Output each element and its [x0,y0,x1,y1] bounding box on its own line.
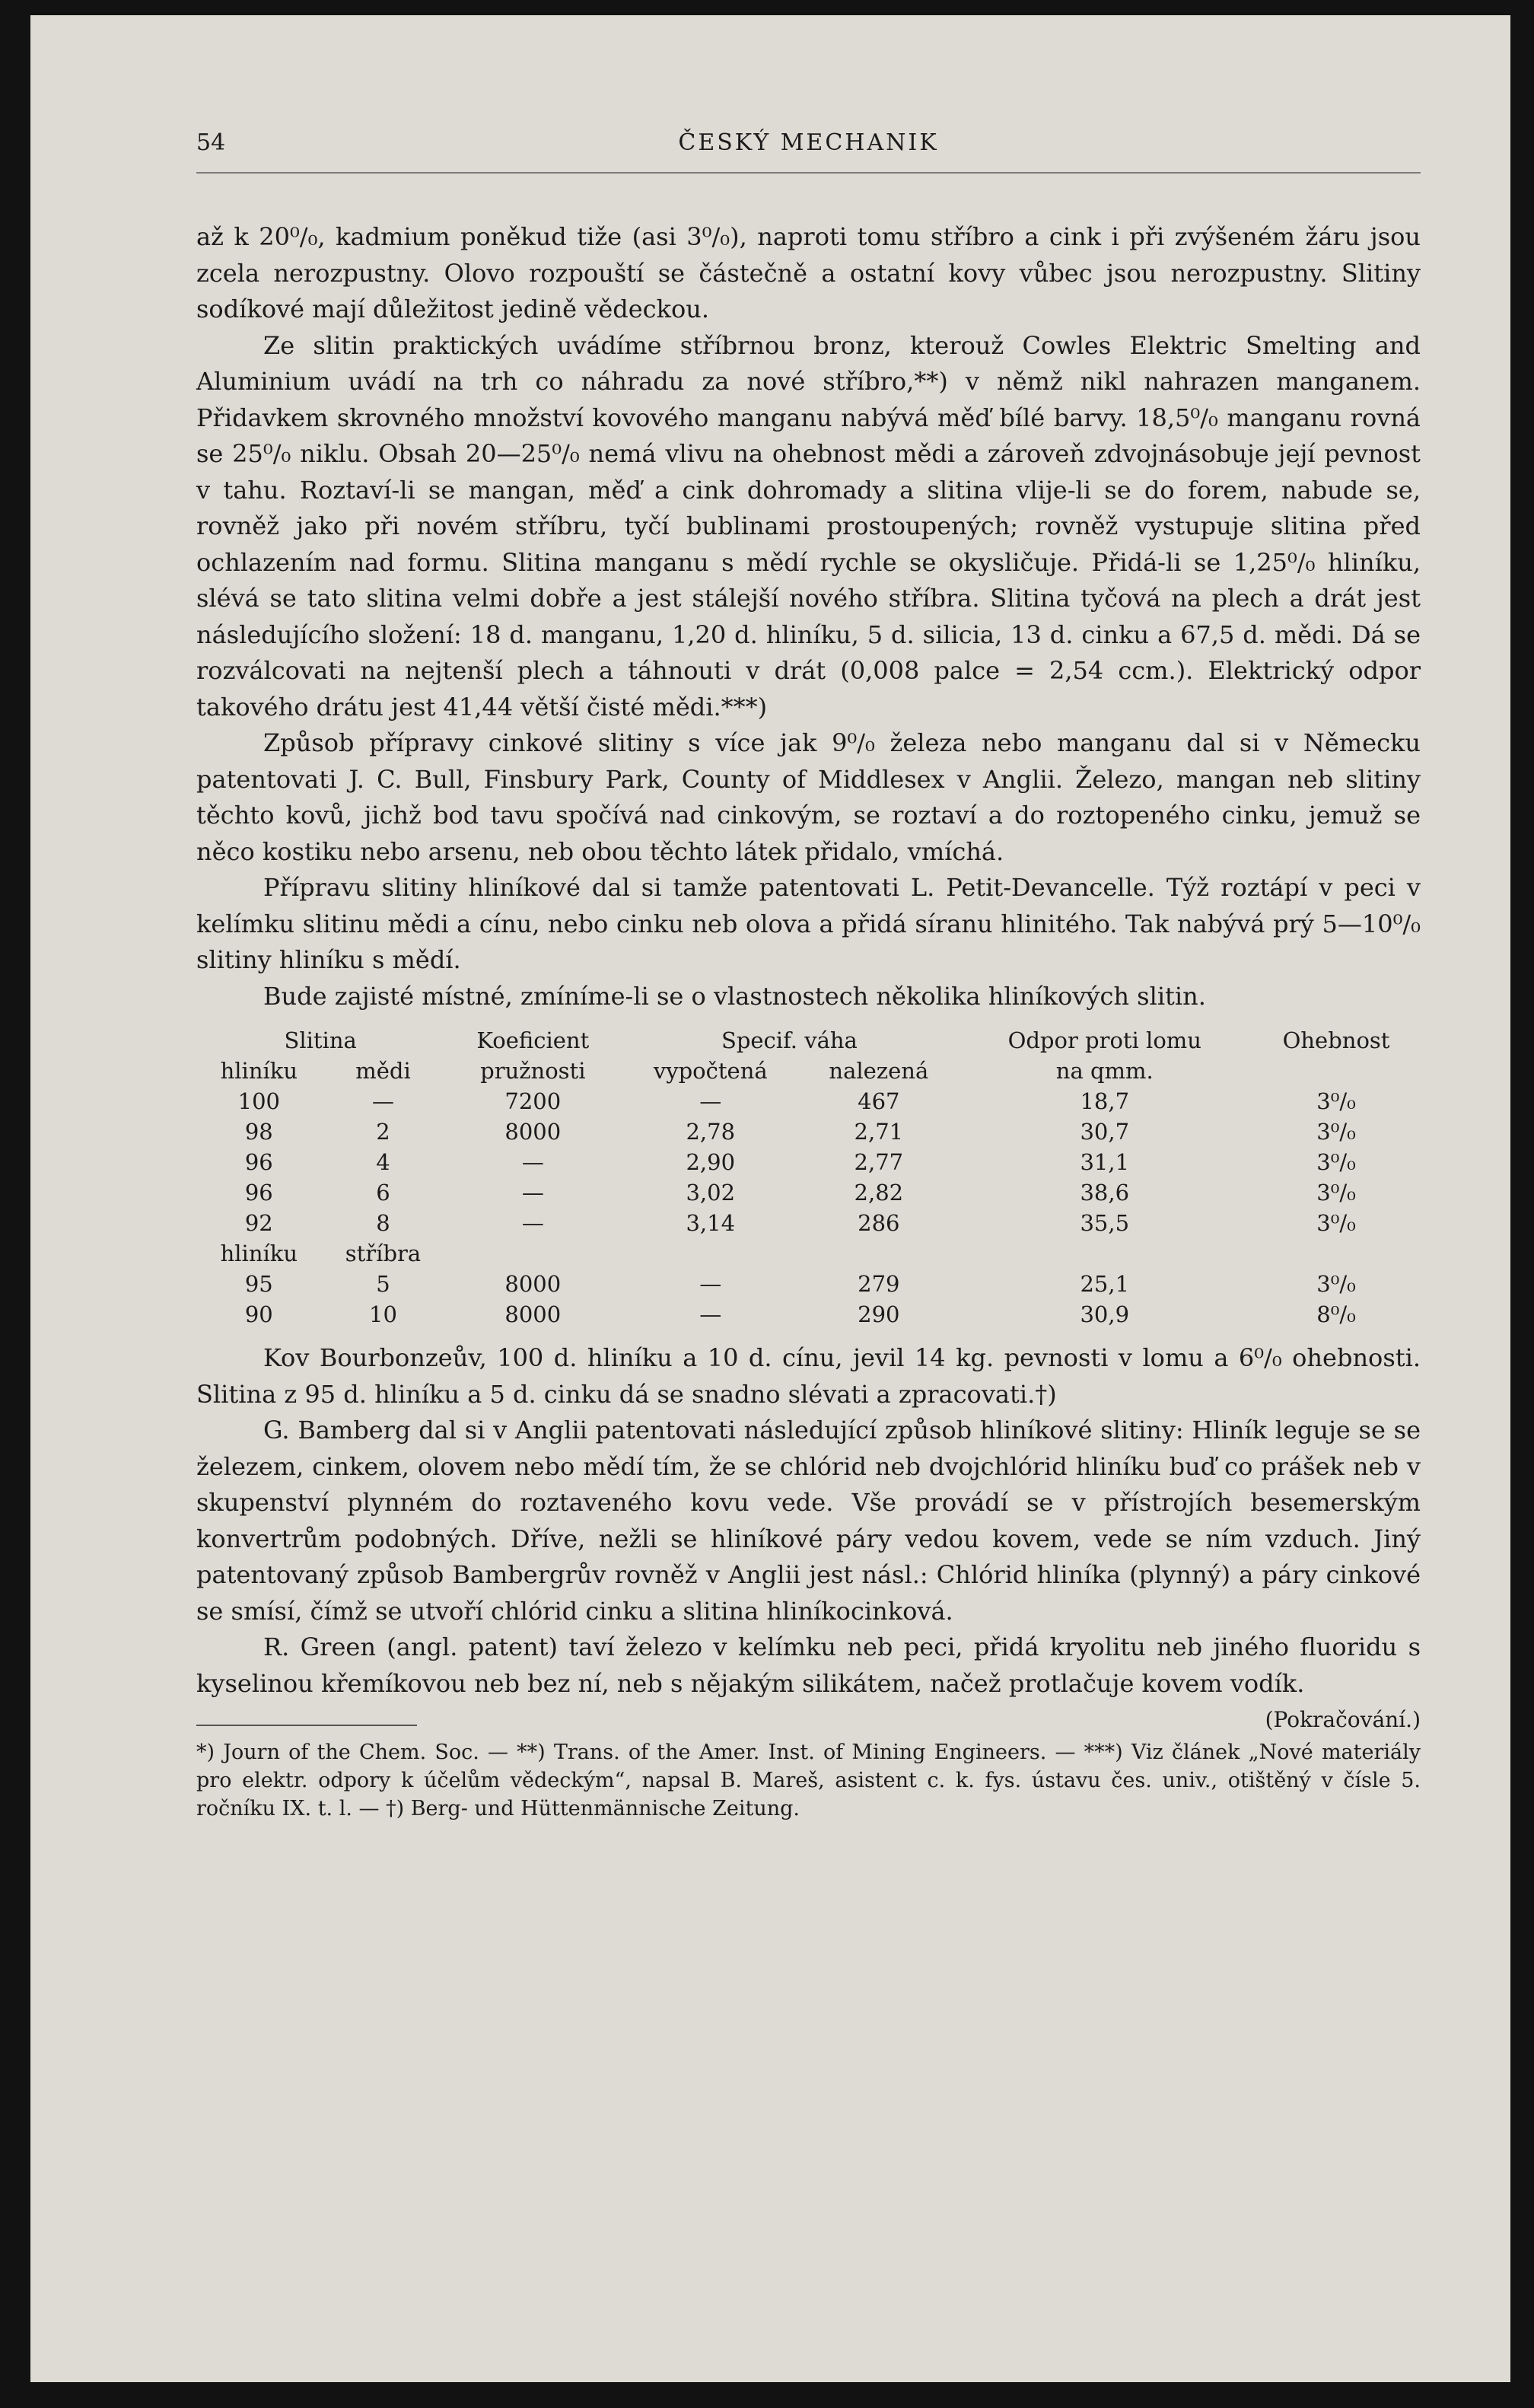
col-header-ohebnost: Ohebnost [1282,1027,1390,1053]
table-subheader-silver [196,1238,1421,1269]
table-row [196,1086,1421,1116]
document-page [30,15,1510,2382]
cell: 3,14 [686,1210,736,1236]
paragraph-7: G. Bamberg dal si v Anglii patentovati následující způsob hliníkové slitiny: Hliník leguje se se železem, cinkem, olovem nebo mědí tím, že se chlórid neb dvojchlórid hliníku buď co prášek neb v skupenství plynném do roztaveného kovu vede. Vše provádí se v přístrojích besemerským konvertrům podobných. Dříve, nežli se hliníkové páry vedou kovem, vede se ním vzduch. Jiný patentovaný způsob Bambergrův rovněž v Anglii jest násl.: Chlórid hliníka (plynný) a páry cinkové se smísí, čímž se utvoří chlórid cinku a slitina hliníkocinková. [196,1416,1421,1626]
cell: 3,02 [686,1180,736,1206]
cell: 2 [376,1119,390,1145]
paragraph-8-text: R. Green (angl. patent) taví železo v kelímku neb peci, přidá kryolitu neb jiného fluoridu s kyselinou křemíkovou neb bez ní, neb s nějakým silikátem, načež protlačuje kovem vodík. [196,1632,1421,1698]
table-subheader-row [196,1056,1421,1086]
paragraph-1: až k 20⁰/₀, kadmium poněkud tiže (asi 3⁰/₀), naproti tomu stříbro a cink i při zvýšeném žáru jsou zcela nerozpustny. Olovo rozpouští se částečně a ostatní kovy vůbec jsou nerozpustny. Slitiny sodíkové mají důležitost jedině vědeckou. [196,222,1421,323]
cell: 7200 [504,1088,562,1114]
cell: — [521,1210,544,1236]
footnote-rule [196,1725,417,1726]
cell [800,1238,957,1269]
cell: 2,90 [686,1149,736,1175]
cell: 2,82 [854,1180,904,1206]
paragraph-4: Přípravu slitiny hliníkové dal si tamže patentovati L. Petit-Devancelle. Týž roztápí v peci v kelímku slitinu mědi a cínu, nebo cinku neb olova a přidá síranu hlinitého. Tak nabývá prý 5—10⁰/₀ slitiny hliníku s mědí. [196,873,1421,974]
cell: 30,9 [1080,1301,1130,1327]
cell: 98 [244,1119,273,1145]
paragraph-2: Ze slitin praktických uvádíme stříbrnou bronz, kterouž Cowles Elektric Smelting and Aluminium uvádí na trh co náhradu za nové stříbro,**) v němž nikl nahrazen manganem. Přidavkem skrovného množství kovového manganu nabývá měď bílé barvy. 18,5⁰/₀ manganu rovná se 25⁰/₀ niklu. Obsah 20—25⁰/₀ nemá vlivu na ohebnost mědi a zároveň zdvojnásobuje její pevnost v tahu. Roztaví-li se mangan, měď a cink dohromady a slitina vlije-li se do forem, nabude se, rovněž jako při novém stříbru, tyčí bublinami prostoupených; rovněž vystupuje slitina před ochlazením nad formu. Slitina manganu s mědí rychle se okysličuje. Přidá-li se 1,25⁰/₀ hliníku, slévá se tato slitina velmi dobře a jest stálejší nového stříbra. Slitina tyčová na plech a drát jest následujícího složení: 18 d. manganu, 1,20 d. hliníku, 5 d. silicia, 13 d. cinku a 67,5 d. mědi. Dá se rozválcovati na nejtenší plech a táhnouti v drát (0,008 palce = 2,54 ccm.). Elektrický odpor takového drátu jest 41,44 větší čisté mědi.***) [196,330,1421,721]
cell: 90 [244,1301,273,1327]
cell: 279 [858,1271,900,1297]
col-header-na-qmm: na qmm. [1055,1058,1154,1084]
cell [957,1238,1252,1269]
col-header-pruznosti: pružnosti [480,1058,586,1084]
col-header-vypoctena: vypočtená [653,1058,768,1084]
cell: 8000 [504,1271,562,1297]
cell: 3⁰/₀ [1316,1271,1356,1297]
cell: — [371,1088,394,1114]
table-row [196,1116,1421,1147]
table-row [196,1147,1421,1177]
cell: 290 [858,1301,900,1327]
running-title: ČESKÝ MECHANIK [678,129,939,156]
col-header-empty [1252,1056,1421,1086]
paragraph-8 [196,1629,1421,1732]
table-row [196,1177,1421,1208]
col-header-odpor: Odpor proti lomu [1007,1027,1201,1053]
paragraph-3: Způsob přípravy cinkové slitiny s více jak 9⁰/₀ železa nebo manganu dal si v Německu patentovati J. C. Bull, Finsbury Park, County of Middlesex v Anglii. Železo, mangan neb slitiny těchto kovů, jichž bod tavu spočívá nad cinkovým, se roztaví a do roztopeného cinku, jemuž se něco kostiku nebo arsenu, neb obou těchto látek přidalo, vmíchá. [196,728,1421,866]
cell: 4 [376,1149,390,1175]
cell: — [699,1088,722,1114]
cell: 467 [858,1088,900,1114]
cell: 2,71 [854,1119,904,1145]
cell: 31,1 [1080,1149,1130,1175]
cell: 3⁰/₀ [1316,1119,1356,1145]
col-header-hliniku: hliníku [220,1058,298,1084]
cell [621,1238,800,1269]
subheader-hliniku: hliníku [220,1241,298,1266]
cell: 2,77 [854,1149,904,1175]
col-header-nalezena: nalezená [829,1058,929,1084]
table-row [196,1299,1421,1330]
cell: 96 [244,1180,273,1206]
cell: 3⁰/₀ [1316,1210,1356,1236]
table-row [196,1208,1421,1238]
cell: 35,5 [1080,1210,1130,1236]
page-number: 54 [196,129,226,156]
cell: 100 [237,1088,280,1114]
col-header-slitina: Slitina [284,1027,357,1053]
col-header-koeficient: Koeficient [476,1027,590,1053]
cell: 92 [244,1210,273,1236]
cell: — [699,1301,722,1327]
cell [1252,1238,1421,1269]
cell: 96 [244,1149,273,1175]
paragraph-6: Kov Bourbonzeův, 100 d. hliníku a 10 d. cínu, jevil 14 kg. pevnosti v lomu a 6⁰/₀ ohebnosti. Slitina z 95 d. hliníku a 5 d. cinku dá se snadno slévati a zpracovati.†) [196,1343,1421,1409]
cell: 286 [858,1210,900,1236]
cell: 3⁰/₀ [1316,1088,1356,1114]
header-rule [196,172,1421,174]
continuation-note: (Pokračování.) [1265,1707,1421,1732]
col-header-specif: Specif. váha [721,1027,858,1053]
cell: 38,6 [1080,1180,1130,1206]
footnotes: *) Journ of the Chem. Soc. — **) Trans. of the Amer. Inst. of Mining Engineers. — ***) Viz článek „Nové materiály pro elektr. odpory k účelům vědeckým“, napsal B. Mareš, asistent c. k. fys. ústavu čes. univ., otištěný v čísle 5. ročníku IX. t. l. — †) Berg- und Hüttenmännische Zeitung. [196,1741,1421,1820]
col-header-medi: mědi [355,1058,411,1084]
cell: 3⁰/₀ [1316,1180,1356,1206]
cell: 30,7 [1080,1119,1130,1145]
cell: 8⁰/₀ [1316,1301,1356,1327]
subheader-stribra: stříbra [345,1241,422,1266]
cell: 8000 [504,1119,562,1145]
cell [444,1238,621,1269]
page-header [196,129,1421,167]
cell: 2,78 [686,1119,736,1145]
cell: 95 [244,1271,273,1297]
cell: — [699,1271,722,1297]
cell: 25,1 [1080,1271,1130,1297]
table-header-row [196,1025,1421,1056]
cell: 18,7 [1080,1088,1130,1114]
cell: 8000 [504,1301,562,1327]
cell: — [521,1180,544,1206]
table-row [196,1269,1421,1299]
paragraph-5: Bude zajisté místné, zmíníme-li se o vlastnostech několika hliníkových slitin. [263,981,1206,1011]
cell: 6 [376,1180,390,1206]
alloy-table [196,1025,1421,1330]
cell: 10 [369,1301,397,1327]
cell: 5 [376,1271,390,1297]
cell: 8 [376,1210,390,1236]
cell: 3⁰/₀ [1316,1149,1356,1175]
cell: — [521,1149,544,1175]
